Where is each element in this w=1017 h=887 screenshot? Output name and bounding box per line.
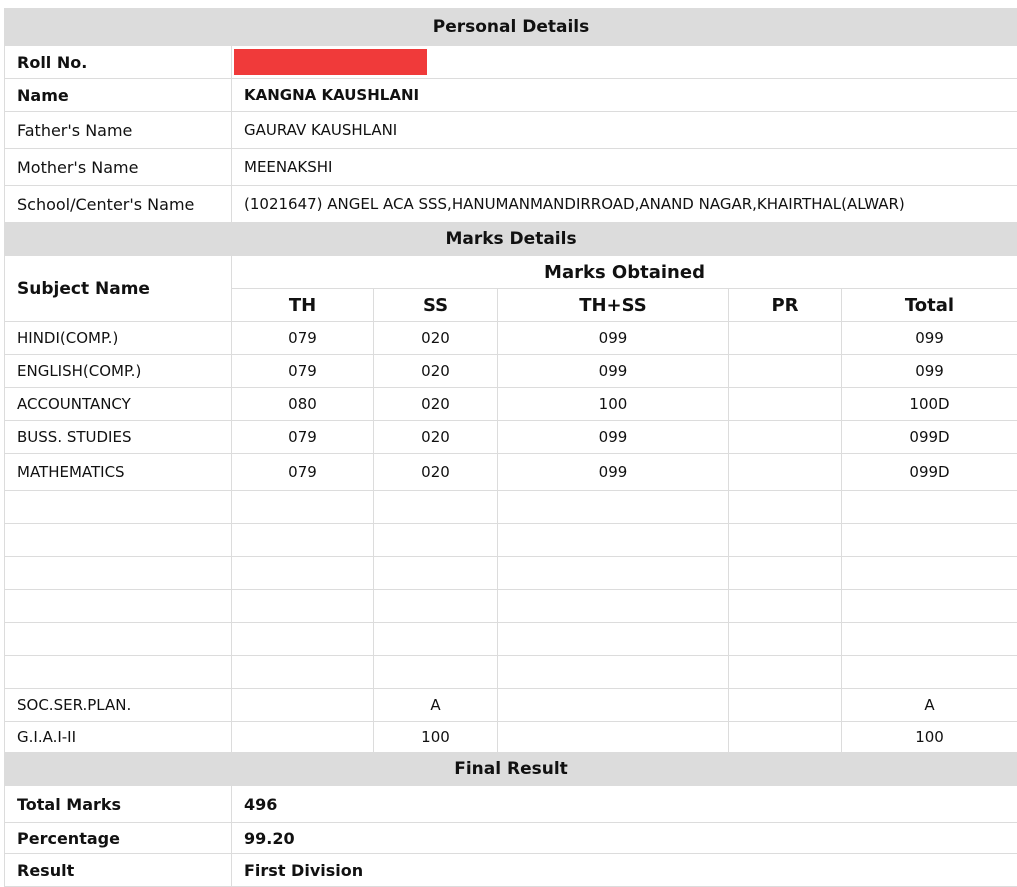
table-row	[5, 454, 1017, 491]
empty-cell	[5, 491, 232, 524]
father-name-label: Father's Name	[5, 112, 232, 149]
empty-cell	[374, 524, 498, 557]
total-mark: 100D	[842, 388, 1017, 421]
table-row	[5, 355, 1017, 388]
empty-cell	[729, 656, 842, 689]
empty-cell	[232, 623, 374, 656]
subject-name-header: Subject Name	[5, 256, 232, 322]
col-total-header: Total	[842, 289, 1017, 322]
empty-cell	[5, 623, 232, 656]
empty-cell	[232, 491, 374, 524]
col-ss-header: SS	[374, 289, 498, 322]
ss-mark: 020	[374, 388, 498, 421]
roll-no-value	[232, 46, 1017, 79]
result-label: Result	[5, 854, 232, 887]
empty-cell	[842, 656, 1017, 689]
personal-details-header: Personal Details	[5, 9, 1017, 46]
th-mark: 079	[232, 322, 374, 355]
thss-mark	[498, 689, 729, 722]
subject-name: ACCOUNTANCY	[5, 388, 232, 421]
empty-cell	[5, 524, 232, 557]
ss-mark: 100	[374, 722, 498, 753]
empty-cell	[5, 656, 232, 689]
empty-row	[5, 590, 1017, 623]
table-row	[5, 421, 1017, 454]
empty-cell	[842, 491, 1017, 524]
name-label: Name	[5, 79, 232, 112]
marks-obtained-header: Marks Obtained	[232, 256, 1017, 289]
empty-cell	[374, 623, 498, 656]
empty-cell	[842, 524, 1017, 557]
total-mark: A	[842, 689, 1017, 722]
ss-mark: 020	[374, 355, 498, 388]
empty-cell	[498, 524, 729, 557]
total-mark: 099D	[842, 454, 1017, 491]
total-mark: 099	[842, 322, 1017, 355]
th-mark: 079	[232, 421, 374, 454]
ss-mark: A	[374, 689, 498, 722]
th-mark: 079	[232, 355, 374, 388]
thss-mark: 099	[498, 322, 729, 355]
marks-details-header: Marks Details	[5, 223, 1017, 256]
total-mark: 099	[842, 355, 1017, 388]
name-value: KANGNA KAUSHLANI	[232, 79, 1017, 112]
empty-row	[5, 623, 1017, 656]
pr-mark	[729, 722, 842, 753]
empty-cell	[498, 656, 729, 689]
subject-name: G.I.A.I-II	[5, 722, 232, 753]
table-row	[5, 722, 1017, 753]
subject-name: ENGLISH(COMP.)	[5, 355, 232, 388]
th-mark	[232, 722, 374, 753]
empty-cell	[5, 557, 232, 590]
ss-mark: 020	[374, 322, 498, 355]
percentage-label: Percentage	[5, 823, 232, 854]
empty-row	[5, 491, 1017, 524]
col-pr-header: PR	[729, 289, 842, 322]
th-mark: 080	[232, 388, 374, 421]
thss-mark: 099	[498, 454, 729, 491]
pr-mark	[729, 322, 842, 355]
empty-cell	[232, 524, 374, 557]
total-marks-value: 496	[232, 786, 1017, 823]
col-th-header: TH	[232, 289, 374, 322]
mother-name-value: MEENAKSHI	[232, 149, 1017, 186]
empty-cell	[729, 524, 842, 557]
empty-cell	[729, 557, 842, 590]
school-name-value: (1021647) ANGEL ACA SSS,HANUMANMANDIRROAD,ANAND NAGAR,KHAIRTHAL(ALWAR)	[232, 186, 1017, 223]
total-mark: 099D	[842, 421, 1017, 454]
thss-mark: 100	[498, 388, 729, 421]
empty-cell	[232, 656, 374, 689]
empty-cell	[374, 590, 498, 623]
pr-mark	[729, 454, 842, 491]
table-row	[5, 322, 1017, 355]
empty-cell	[729, 623, 842, 656]
table-row	[5, 388, 1017, 421]
ss-mark: 020	[374, 454, 498, 491]
subject-name: HINDI(COMP.)	[5, 322, 232, 355]
empty-row	[5, 656, 1017, 689]
marks-rows	[5, 322, 1017, 753]
empty-cell	[374, 491, 498, 524]
total-marks-label: Total Marks	[5, 786, 232, 823]
mother-name-label: Mother's Name	[5, 149, 232, 186]
empty-cell	[729, 590, 842, 623]
table-row	[5, 689, 1017, 722]
col-thss-header: TH+SS	[498, 289, 729, 322]
subject-name: SOC.SER.PLAN.	[5, 689, 232, 722]
empty-cell	[498, 557, 729, 590]
school-name-label: School/Center's Name	[5, 186, 232, 223]
empty-cell	[842, 557, 1017, 590]
empty-row	[5, 557, 1017, 590]
empty-cell	[498, 491, 729, 524]
empty-cell	[842, 590, 1017, 623]
empty-cell	[374, 656, 498, 689]
father-name-value: GAURAV KAUSHLANI	[232, 112, 1017, 149]
pr-mark	[729, 421, 842, 454]
empty-cell	[498, 623, 729, 656]
empty-cell	[232, 557, 374, 590]
empty-cell	[729, 491, 842, 524]
empty-cell	[498, 590, 729, 623]
final-result-header: Final Result	[5, 753, 1017, 786]
total-mark: 100	[842, 722, 1017, 753]
result-table	[4, 8, 1017, 887]
empty-cell	[232, 590, 374, 623]
ss-mark: 020	[374, 421, 498, 454]
th-mark	[232, 689, 374, 722]
thss-mark: 099	[498, 421, 729, 454]
thss-mark	[498, 722, 729, 753]
subject-name: MATHEMATICS	[5, 454, 232, 491]
th-mark: 079	[232, 454, 374, 491]
pr-mark	[729, 388, 842, 421]
thss-mark: 099	[498, 355, 729, 388]
empty-cell	[374, 557, 498, 590]
subject-name: BUSS. STUDIES	[5, 421, 232, 454]
redaction-box	[234, 49, 427, 75]
pr-mark	[729, 689, 842, 722]
empty-cell	[5, 590, 232, 623]
empty-cell	[842, 623, 1017, 656]
percentage-value: 99.20	[232, 823, 1017, 854]
empty-row	[5, 524, 1017, 557]
pr-mark	[729, 355, 842, 388]
result-value: First Division	[232, 854, 1017, 887]
roll-no-label: Roll No.	[5, 46, 232, 79]
